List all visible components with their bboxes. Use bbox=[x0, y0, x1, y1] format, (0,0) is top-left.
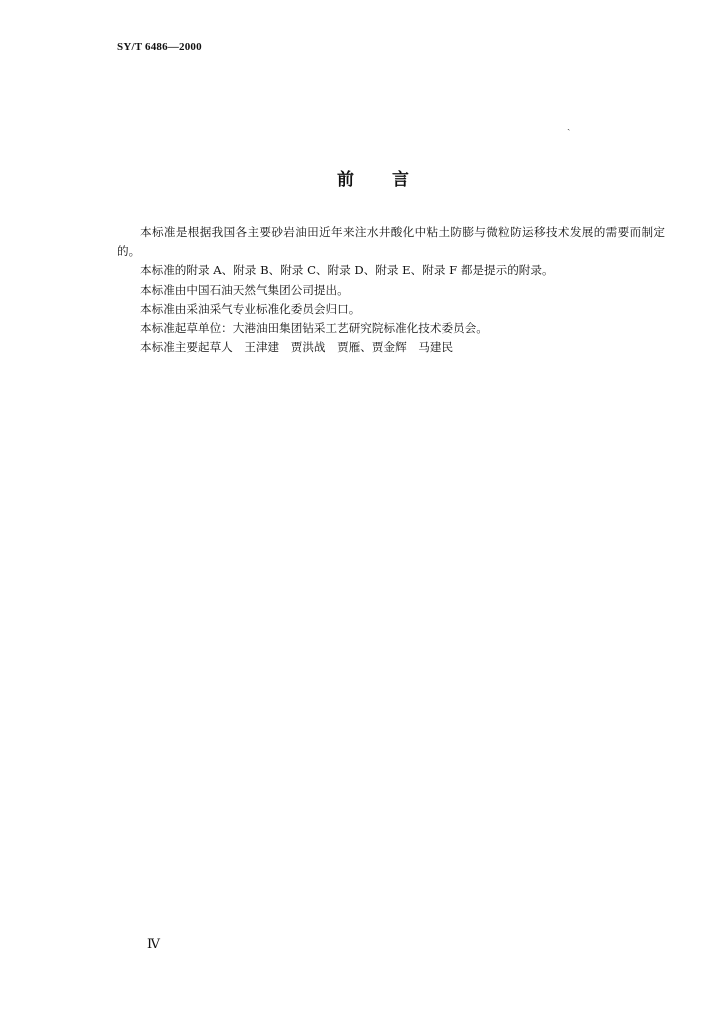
page-title bbox=[0, 170, 724, 190]
foreword-body bbox=[117, 223, 665, 357]
scan-speck: ˏ bbox=[567, 120, 571, 131]
paragraph-appendices: 本标准的附录 A、附录 B、附录 C、附录 D、附录 E、附录 F 都是提示的附录。 bbox=[140, 263, 554, 278]
paragraph-proposer: 本标准由中国石油天然气集团公司提出。 bbox=[140, 282, 349, 297]
paragraph-drafters: 本标准主要起草人 王津建 贾洪战 贾雁、贾金辉 马建民 bbox=[140, 340, 454, 355]
paragraph-purpose: 本标准是根据我国各主要砂岩油田近年来注水井酸化中粘土防膨与微粒防运移技术发展的需要而制定的。 bbox=[117, 225, 665, 259]
title-char-2: 言 bbox=[392, 170, 409, 190]
standard-code: SY/T 6486—2000 bbox=[117, 41, 202, 53]
page-number: Ⅳ bbox=[147, 936, 159, 951]
title-char-1: 前 bbox=[337, 170, 354, 190]
paragraph-responsible-committee: 本标准由采油采气专业标准化委员会归口。 bbox=[140, 301, 361, 316]
paragraph-drafting-unit: 本标准起草单位：大港油田集团钻采工艺研究院标准化技术委员会。 bbox=[140, 321, 488, 336]
